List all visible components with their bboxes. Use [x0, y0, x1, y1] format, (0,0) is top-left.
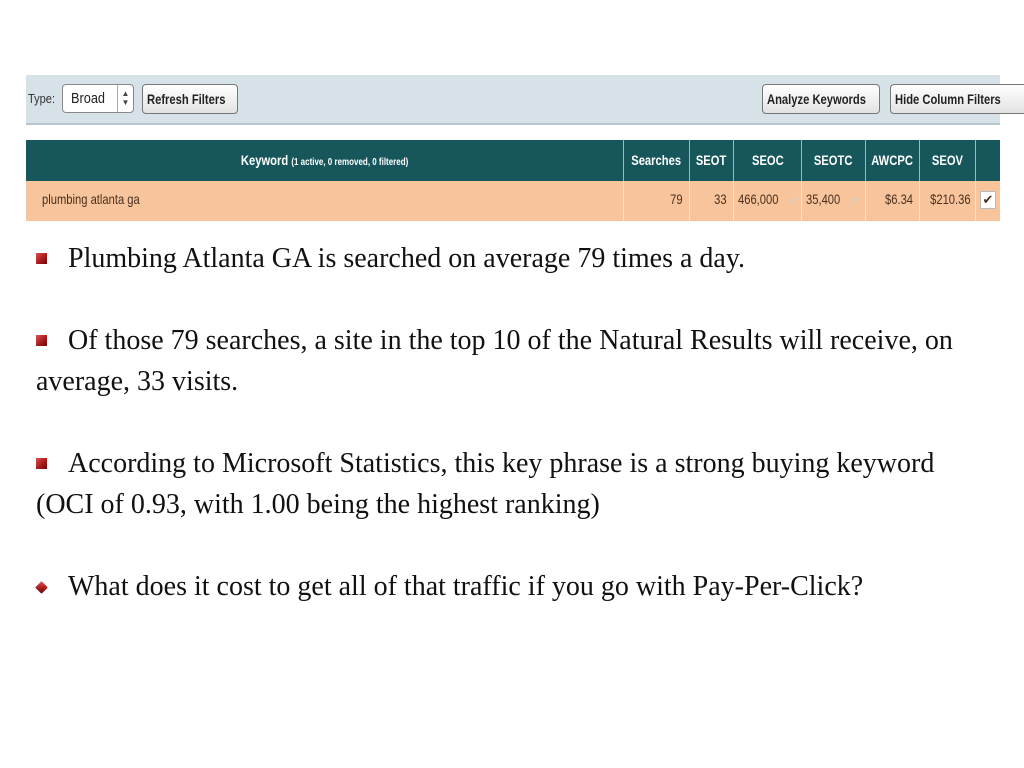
checkmark-icon[interactable]: ✔	[980, 191, 996, 209]
seoc-cell[interactable]: 466,000 ↗	[734, 181, 802, 221]
refresh-filters-button[interactable]: Refresh Filters	[142, 84, 238, 114]
column-header-seoc[interactable]: SEOC	[734, 140, 802, 181]
match-type-select[interactable]	[62, 84, 134, 113]
seov-cell: $210.36	[920, 181, 976, 221]
type-label: Type:	[28, 91, 56, 106]
bullet-item: What does it cost to get all of that traffic if you go with Pay-Per-Click?	[36, 566, 976, 607]
external-link-icon[interactable]: ↗	[788, 195, 798, 207]
red-square-bullet-icon	[36, 253, 47, 264]
keyword-cell[interactable]: plumbing atlanta ga	[26, 181, 624, 221]
awcpc-cell: $6.34	[866, 181, 920, 221]
match-type-value: Broad	[71, 90, 106, 107]
column-header-keyword[interactable]: Keyword (1 active, 0 removed, 0 filtered)	[26, 140, 624, 181]
table-header	[26, 140, 1000, 181]
column-header-seot[interactable]: SEOT	[690, 140, 734, 181]
keyword-table	[26, 140, 1000, 221]
bullet-item: According to Microsoft Statistics, this key phrase is a strong buying keyword (OCI of 0.93, with 1.00 being the highest ranking)	[36, 448, 935, 520]
column-header-seotc[interactable]: SEOTC	[802, 140, 866, 181]
red-diamond-bullet-icon	[35, 581, 48, 594]
analyze-keywords-button[interactable]: Analyze Keywords	[762, 84, 880, 114]
column-header-select	[976, 140, 1000, 181]
searches-cell: 79	[624, 181, 690, 221]
filter-toolbar	[26, 75, 1000, 125]
external-link-icon[interactable]: ↗	[848, 195, 859, 207]
bullet-item: Of those 79 searches, a site in the top 10 of the Natural Results will receive, on average, 33 visits.	[36, 325, 953, 397]
red-square-bullet-icon	[36, 458, 47, 469]
spinner-arrows-icon[interactable]: ▲ ▼	[117, 85, 133, 112]
column-header-searches[interactable]: Searches	[624, 140, 690, 181]
bullet-list	[36, 238, 976, 648]
bullet-item: Plumbing Atlanta GA is searched on average 79 times a day.	[36, 238, 976, 279]
seot-cell: 33	[690, 181, 734, 221]
seotc-cell[interactable]: 35,400 ↗	[802, 181, 866, 221]
red-square-bullet-icon	[36, 335, 47, 346]
column-header-seov[interactable]: SEOV	[920, 140, 976, 181]
column-header-awcpc[interactable]: AWCPC	[866, 140, 920, 181]
hide-column-filters-button[interactable]: Hide Column Filters	[890, 84, 1024, 114]
table-row[interactable]	[26, 181, 1000, 221]
row-select-checkbox[interactable]	[976, 181, 1000, 221]
